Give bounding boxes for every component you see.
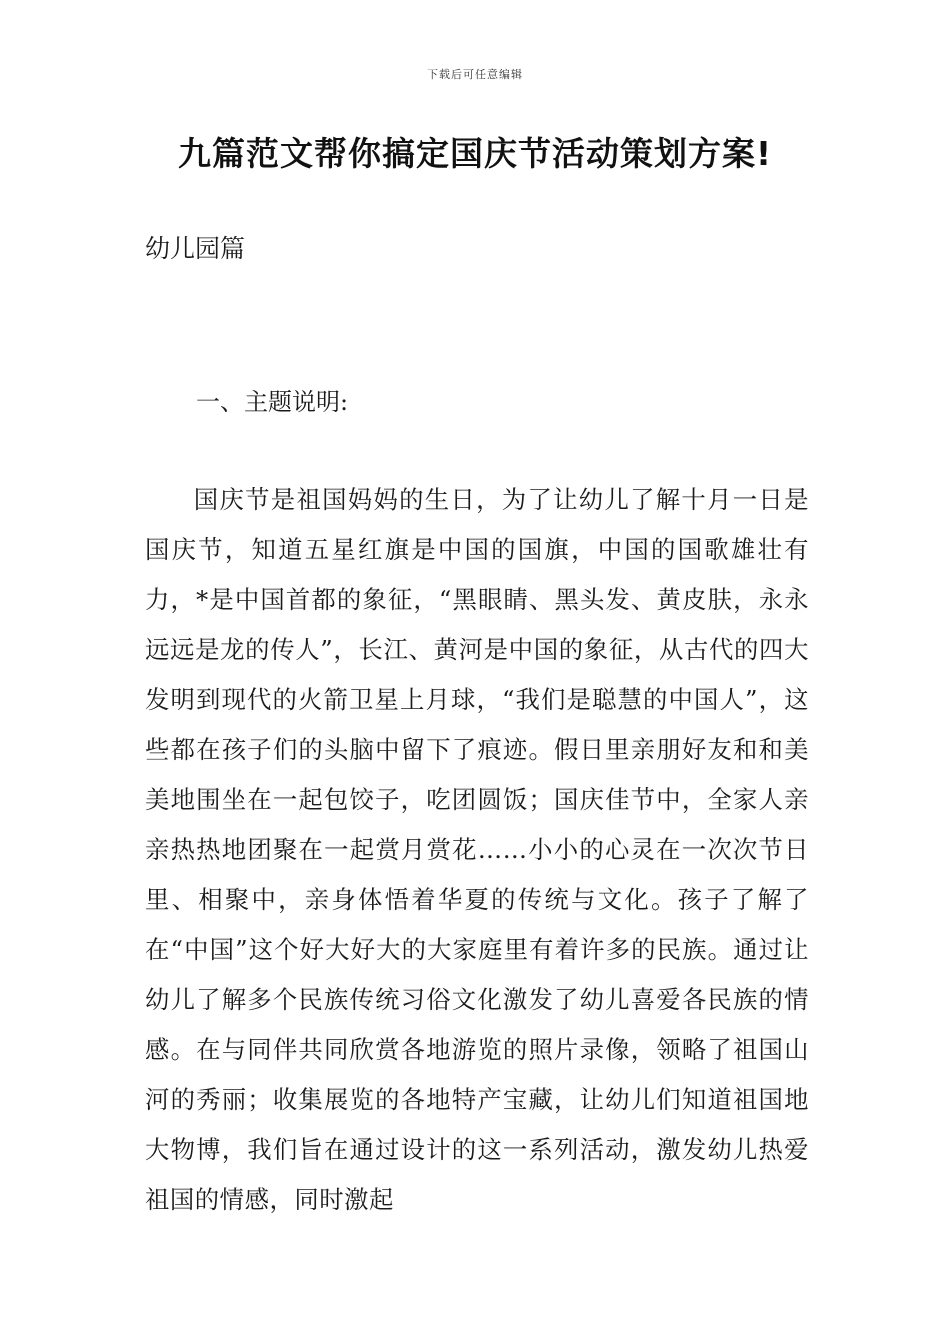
header-note: 下载后可任意编辑 — [427, 68, 523, 81]
document-title: 九篇范文帮你搞定国庆节活动策划方案! — [177, 134, 773, 173]
subheading-theme: 一、主题说明: — [196, 388, 349, 416]
section-heading: 幼儿园篇 — [145, 234, 246, 263]
body-paragraph: 国庆节是祖国妈妈的生日，为了让幼儿了解十月一日是国庆节，知道五星红旗是中国的国旗，中国的国歌雄壮有力，*是中国首都的象征，“黑眼睛、黑头发、黄皮肤，永永远远是龙的传人”，长江、黄河是中国的象征，从古代的四大发明到现代的火箭卫星上月球，“我们是聪慧的中国人”，这些都在孩子们的头脑中留下了痕迹。假日里亲朋好友和和美美地围坐在一起包饺子，吃团圆饭；国庆佳节中，全家人亲亲热热地团聚在一起赏月赏花……小小的心灵在一次次节日里、相聚中，亲身体悟着华夏的传统与文化。孩子了解了在“中国”这个好大好大的大家庭里有着许多的民族。通过让幼儿了解多个民族传统习俗文化激发了幼儿喜爱各民族的情感。在与同伴共同欣赏各地游览的照片录像，领略了祖国山河的秀丽；收集展览的各地特产宝藏，让幼儿们知道祖国地大物博，我们旨在通过设计的这一系列活动，激发幼儿热爱祖国的情感，同时激起 — [145, 485, 809, 1214]
